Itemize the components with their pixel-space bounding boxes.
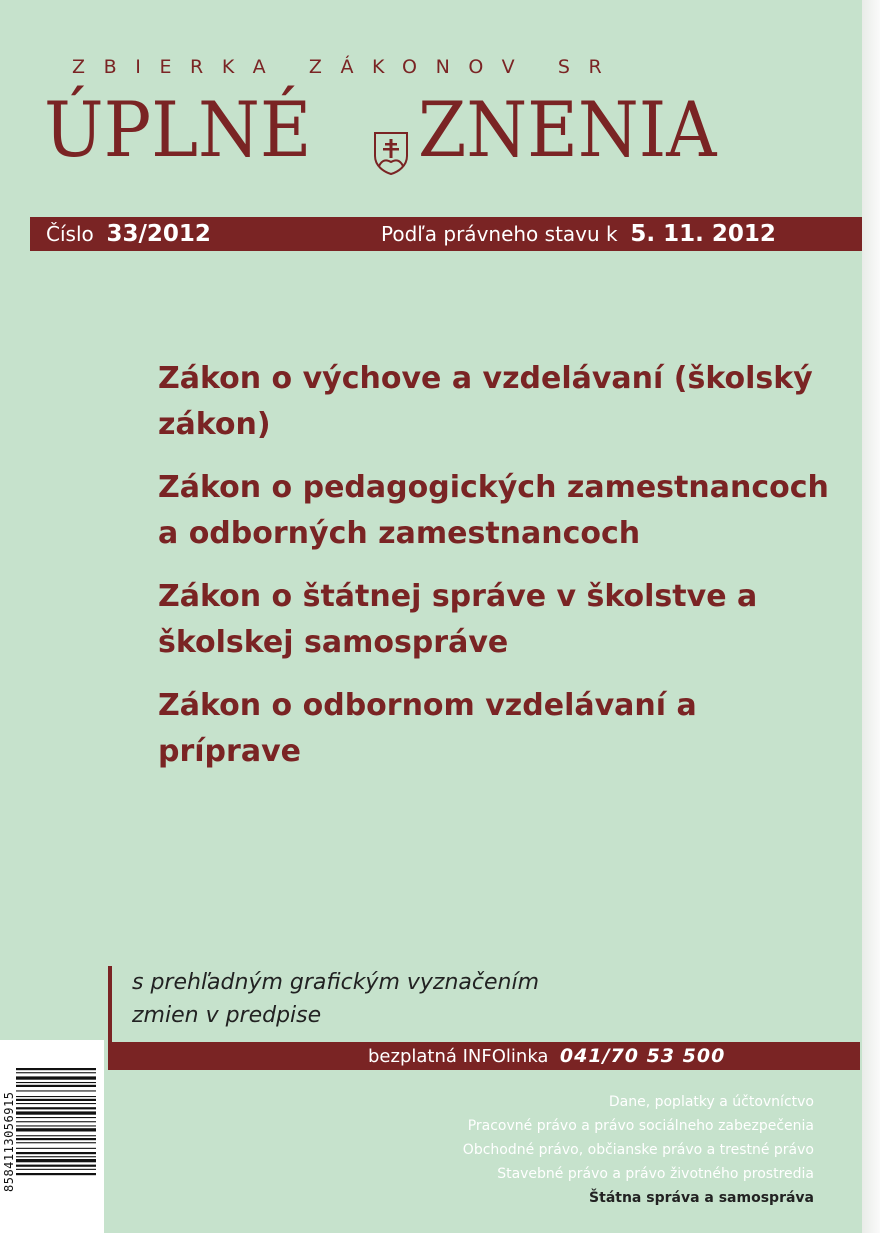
legal-state-label: Podľa právneho stavu k (381, 222, 618, 246)
topic-list (463, 1090, 814, 1210)
note-line: s prehľadným grafickým vyznačením (132, 970, 539, 995)
barcode-icon (16, 1066, 96, 1218)
law-title: Zákon o štátnej správe v školstve a školskej samospráve (158, 579, 758, 660)
legal-state (381, 221, 776, 247)
topic-item: Pracovné právo a právo sociálneho zabezpečenia (467, 1118, 814, 1134)
main-title-right: ZNENIA (418, 85, 717, 174)
law-title: Zákon o pedagogických zamestnancoch a odborných zamestnancoch (158, 470, 829, 551)
issue-number (46, 221, 211, 247)
barcode-digits: 8584113056915 (2, 1091, 16, 1193)
page-edge (862, 0, 880, 1233)
series-title: ZBIERKA ZÁKONOV SR (72, 56, 621, 78)
issue-value: 33/2012 (106, 221, 211, 247)
note-line: zmien v predpise (132, 1003, 322, 1028)
main-title-left: ÚPLNÉ (44, 85, 312, 174)
topic-item: Dane, poplatky a účtovníctvo (608, 1094, 814, 1110)
infoline-number: 041/70 53 500 (559, 1045, 726, 1067)
issue-label: Číslo (46, 222, 94, 246)
topic-item-active: Štátna správa a samospráva (589, 1190, 814, 1206)
law-list (158, 356, 838, 792)
law-title: Zákon o odbornom vzdelávaní a príprave (158, 688, 697, 769)
slovak-coat-of-arms-icon (372, 130, 410, 176)
note-divider (108, 966, 112, 1046)
infoline-label: bezplatná INFOlinka (368, 1046, 549, 1067)
highlight-note (132, 966, 732, 1032)
law-title: Zákon o výchove a vzdelávaní (školský zákon) (158, 361, 813, 442)
topic-item: Stavebné právo a právo životného prostredia (497, 1166, 814, 1182)
legal-state-date: 5. 11. 2012 (630, 221, 776, 247)
topic-item: Obchodné právo, občianske právo a trestné právo (462, 1142, 814, 1158)
infoline (368, 1044, 725, 1069)
